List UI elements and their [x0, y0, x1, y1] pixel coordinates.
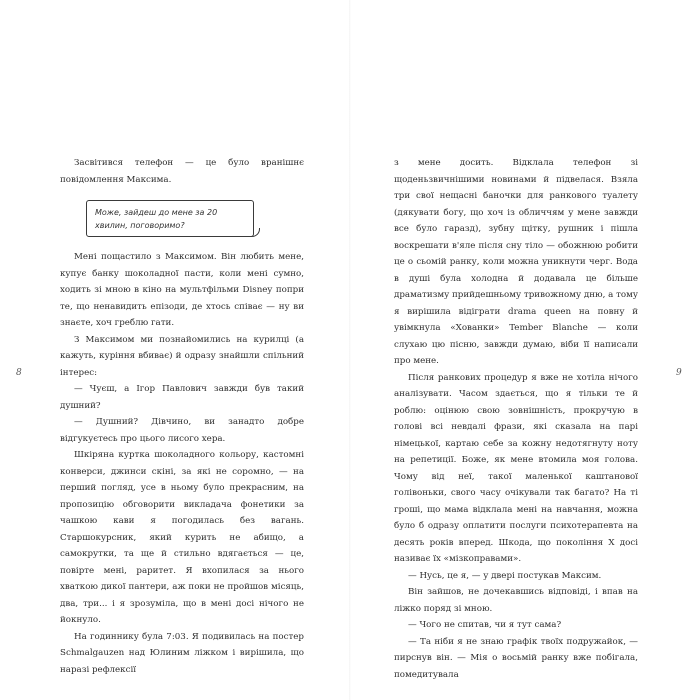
bubble-tail — [251, 228, 260, 237]
paragraph: З Максимом ми познайомились на курилці (а кажуть, куріння вбиває) й одразу знайшли спільний інтерес: — [60, 334, 304, 378]
right-page-text — [394, 155, 638, 683]
paragraph: з мене досить. Відклала телефон зі щоденьзвичнішими новинами й підвелася. Взяла три свої нещасні баночки для ранкового туалету (дякувати богу, що хоч із обличчям у мене завжди все було гаразд), зубну щітку, рушник і пішла воскрешати в'яле після сну тіло — обожнюю робити це о сьомій ранку, коли можна уникнути черг. Вода в душі була холодна й додавала це більше драматизму прийдешньому тривожному дню, а тому я вирішила відіграти drama queen на повну й увімкнула «Хованки» Tember Blanche — коли слухаю цю пісню, завжди думаю, віби її написали про мене. — [394, 158, 638, 366]
paragraph: На годиннику була 7:03. Я подивилась на постер Schmalgauzen над Юлиним ліжком і вирішила, що наразі рефлексії — [60, 631, 304, 675]
paragraph: Засвітився телефон — це було вранішнє повідомлення Максима. — [60, 158, 304, 185]
message-bubble — [86, 200, 254, 237]
dialogue-line: — Чуєш, а Ігор Павлович завжди був такий душний? — [60, 384, 304, 411]
left-page-text — [60, 155, 304, 678]
page-number-left: 8 — [16, 368, 22, 378]
page-number-right: 9 — [676, 368, 682, 378]
dialogue-line: — Та ніби я не знаю графік твоїх подружайок, — пирснув він. — Мія о восьмій ранку вже побігала, помедитувала — [394, 636, 638, 680]
dialogue-line: — Нусь, це я, — у двері постукав Максим. — [408, 570, 602, 581]
paragraph: Він зайшов, не дочекавшись відповіді, і впав на ліжко поряд зі мною. — [394, 587, 638, 614]
dialogue-line: — Чого не спитав, чи я тут сама? — [408, 620, 562, 630]
paragraph: Мені пощастило з Максимом. Він любить мене, купує банку шоколадної пасти, коли мені сумно, ходить зі мною в кіно на мультфільми Disney попри те, що ненавидить епізоди, де хтось співає — ну ви знаєте, хоч греблю гати. — [60, 252, 304, 328]
book-gutter — [349, 0, 351, 700]
paragraph: Після ранкових процедур я вже не хотіла нічого аналізувати. Часом здається, що я тільки те й роблю: оцінюю свою зовнішність, прокручую в голові всі невдалі фрази, які сказала на парі німецької, картаю себе за кожну недотягнуту ноту на репетиції. Боже, як мене втомила моя голова. Чому від неї, такої маленької каштанової голівоньки, свого часу очікували так багато? На ті гроші, що мама відклала мені на навчання, можна було б одразу оплатити послуги психотерапевта на десять років вперед. Шкода, що покоління X досі називає їх «мізкоправами». — [394, 372, 638, 564]
dialogue-line: — Душний? Дівчино, ви занадто добре відгукуєтесь про цього лисого хера. — [60, 417, 304, 444]
message-text: Може, зайдеш до мене за 20 хвилин, поговоримо? — [95, 208, 218, 230]
paragraph: Шкіряна куртка шоколадного кольору, кастомні конверси, джинси скіні, за які не соромно, — на перший погляд, усе в ньому було прекрасним, на пропозицію обговорити викладача фонетики за чашкою кави я погодилась без вагань. Старшокурсник, який курить не абищо, а самокрутки, та ще й стильно вдягається — це, повірте мені, раритет. Я вхопилася за нього хваткою дикої пантери, аж поки не пройшов місяць, два, три... і я зрозуміла, що в мені досі нічого не йокнуло. — [60, 450, 304, 625]
